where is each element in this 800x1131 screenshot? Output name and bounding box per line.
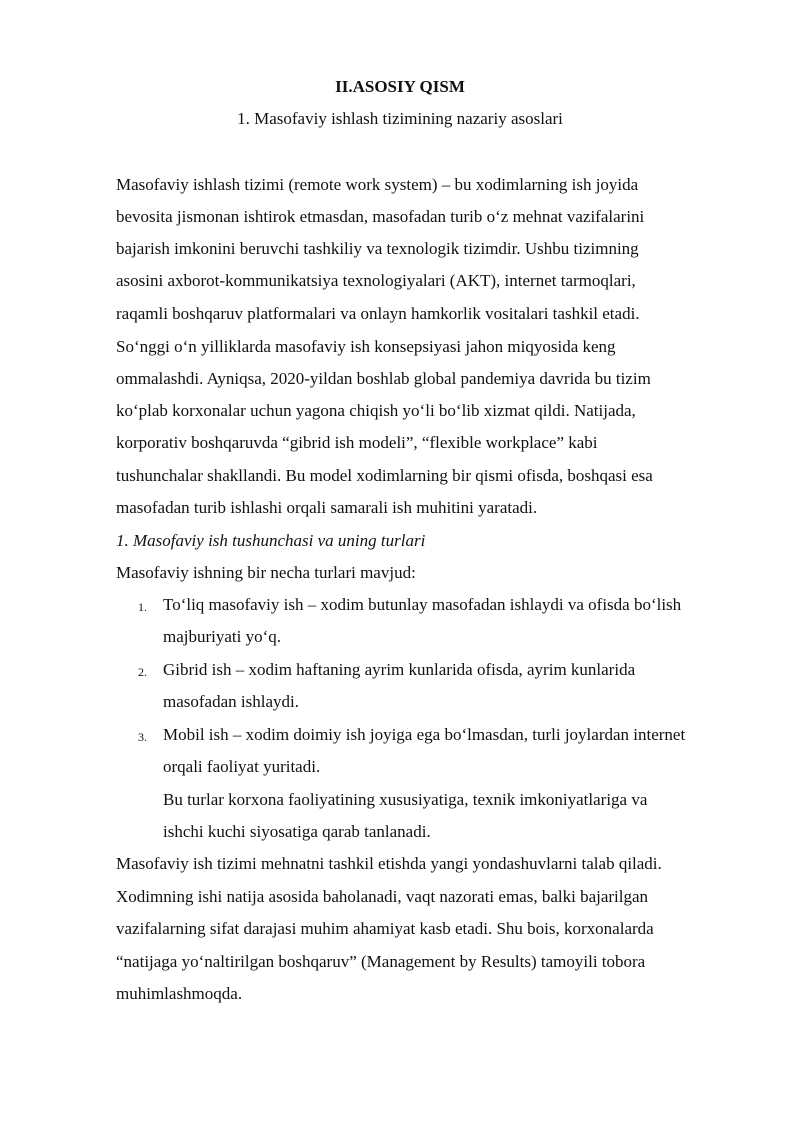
text-line: bevosita jismonan ishtirok etmasdan, masofadan turib o‘z mehnat vazifalarini xyxy=(116,207,645,226)
text-line: masofadan ishlaydi. xyxy=(163,692,299,711)
text-line: vazifalarning sifat darajasi muhim ahamiyat kasb etadi. Shu bois, korxonalarda xyxy=(116,919,654,938)
text-line: ko‘plab korxonalar uchun yagona chiqish yo‘li bo‘lib xizmat qildi. Natijada, xyxy=(116,401,636,420)
text-line: Bu turlar korxona faoliyatining xususiyatiga, texnik imkoniyatlariga va xyxy=(163,790,648,809)
text-line: orqali faoliyat yuritadi. xyxy=(163,757,321,776)
text-line: Xodimning ishi natija asosida baholanadi, vaqt nazorati emas, balki bajarilgan xyxy=(116,887,649,906)
text-line: Gibrid ish – xodim haftaning ayrim kunlarida ofisda, ayrim kunlarida xyxy=(163,660,636,679)
text-line: korporativ boshqaruvda “gibrid ish modeli”, “flexible workplace” kabi xyxy=(116,433,598,452)
section-subtitle: 1. Masofaviy ishlash tizimining nazariy asoslari xyxy=(237,109,563,128)
text-line: masofadan turib ishlashi orqali samarali ish muhitini yaratadi. xyxy=(116,498,538,517)
list-intro: Masofaviy ishning bir necha turlari mavjud: xyxy=(116,563,416,582)
text-line: “natijaga yo‘naltirilgan boshqaruv” (Management by Results) tamoyili tobora xyxy=(116,952,646,971)
text-line: muhimlashmoqda. xyxy=(116,984,243,1003)
text-line: Masofaviy ishlash tizimi (remote work system) – bu xodimlarning ish joyida xyxy=(116,175,639,194)
section-heading: 1. Masofaviy ish tushunchasi va uning turlari xyxy=(116,531,426,550)
text-line: asosini axborot-kommunikatsiya texnologiyalari (AKT), internet tarmoqlari, xyxy=(116,271,636,290)
text-line: bajarish imkonini beruvchi tashkiliy va texnologik tizimdir. Ushbu tizimning xyxy=(116,239,639,258)
text-line: To‘liq masofaviy ish – xodim butunlay masofadan ishlaydi va ofisda bo‘lish xyxy=(163,595,682,614)
text-line: ommalashdi. Ayniqsa, 2020-yildan boshlab global pandemiya davrida bu tizim xyxy=(116,369,651,388)
text-line: So‘nggi o‘n yilliklarda masofaviy ish konsepsiyasi jahon miqyosida keng xyxy=(116,337,616,356)
list-number: 2. xyxy=(138,665,147,679)
text-line: majburiyati yo‘q. xyxy=(163,627,282,646)
text-line: Mobil ish – xodim doimiy ish joyiga ega bo‘lmasdan, turli joylardan internet xyxy=(163,725,686,744)
list-number: 3. xyxy=(138,730,147,744)
text-line: tushunchalar shakllandi. Bu model xodimlarning bir qismi ofisda, boshqasi esa xyxy=(116,466,653,485)
text-line: Masofaviy ish tizimi mehnatni tashkil etishda yangi yondashuvlarni talab qiladi. xyxy=(116,854,662,873)
list-number: 1. xyxy=(138,600,147,614)
page-title: II.ASOSIY QISM xyxy=(335,77,465,96)
text-line: raqamli boshqaruv platformalari va onlayn hamkorlik vositalari tashkil etadi. xyxy=(116,304,640,323)
text-line: ishchi kuchi siyosatiga qarab tanlanadi. xyxy=(163,822,431,841)
